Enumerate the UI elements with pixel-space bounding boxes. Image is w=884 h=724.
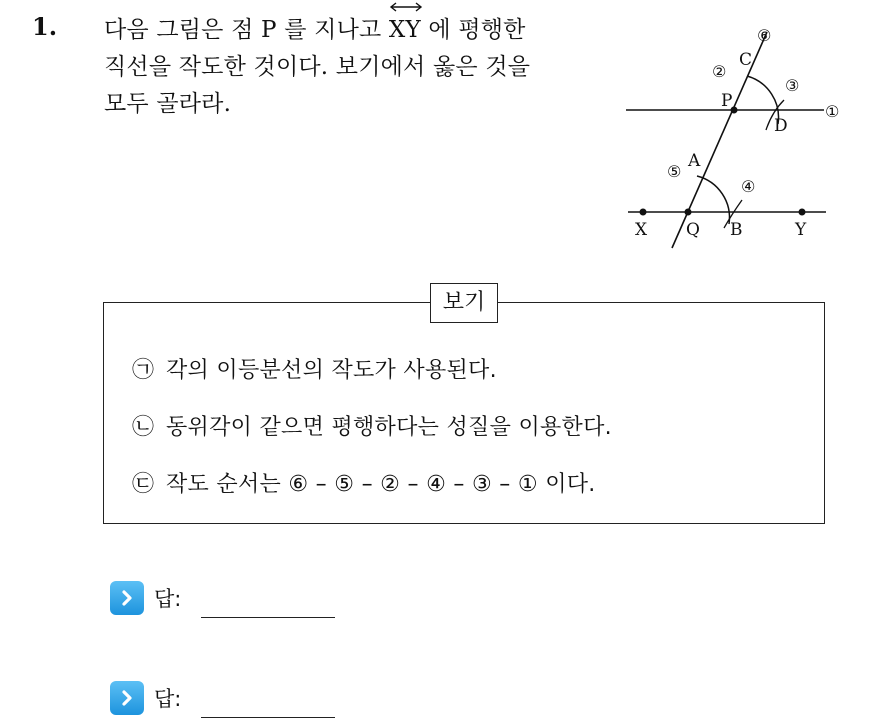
step-3-label: ③ (785, 76, 800, 95)
question-line-1 (104, 10, 614, 49)
point-x (640, 209, 647, 216)
question-line-3: 모두 골라라. (104, 91, 232, 117)
question-line-1-after: 에 평행한 (420, 17, 526, 43)
answer-input-1[interactable] (201, 589, 335, 618)
answer-row-1 (110, 580, 335, 616)
bogi-item-1-text: 각의 이등분선의 작도가 사용된다. (166, 358, 497, 383)
question-number: 1. (32, 12, 58, 41)
label-p: P (721, 91, 733, 111)
bogi-item-3-marker: ㉢ (132, 472, 155, 497)
bogi-item-3-text: 작도 순서는 ⑥ – ⑤ – ② – ④ – ③ – ① 이다. (166, 472, 596, 497)
label-q: Q (686, 220, 700, 240)
chevron-right-icon (110, 581, 144, 615)
step-4-label: ④ (741, 177, 756, 196)
answer-row-2 (110, 680, 335, 716)
step-1-label: ① (825, 102, 840, 121)
point-q (685, 209, 692, 216)
step-6-label: ⑥ (757, 26, 772, 45)
answer-input-2[interactable] (201, 689, 335, 718)
step-5-label: ⑤ (667, 162, 682, 181)
bogi-item-2-text: 동위각이 같으면 평행하다는 성질을 이용한다. (166, 415, 612, 440)
answer-label-2: 답: (154, 687, 182, 711)
answer-label-1: 답: (154, 587, 182, 611)
bogi-item-2 (132, 410, 612, 441)
arc-at-q (697, 176, 729, 224)
step-2-label: ② (712, 62, 727, 81)
bogi-title: 보기 (430, 283, 498, 323)
question-line-1-before: 다음 그림은 점 P 를 지나고 (104, 17, 389, 43)
label-d: D (774, 116, 788, 136)
bogi-item-3 (132, 467, 596, 498)
question-line-2: 직선을 작도한 것이다. 보기에서 옳은 것을 (104, 54, 531, 80)
line-xy-symbol (389, 10, 421, 49)
bogi-item-1 (132, 353, 497, 384)
bogi-item-1-marker: ㉠ (132, 358, 155, 383)
label-a: A (688, 151, 701, 171)
label-c: C (739, 50, 753, 70)
label-x: X (635, 220, 648, 240)
double-arrow-icon (389, 1, 423, 13)
label-b: B (730, 220, 743, 240)
question-text (104, 10, 614, 123)
construction-diagram (620, 20, 856, 255)
construction-figure (620, 20, 856, 255)
label-y: Y (795, 220, 807, 240)
point-y (799, 209, 806, 216)
chevron-right-icon (110, 681, 144, 715)
bogi-item-2-marker: ㉡ (132, 415, 155, 440)
line-xy-text: XY (388, 17, 421, 43)
